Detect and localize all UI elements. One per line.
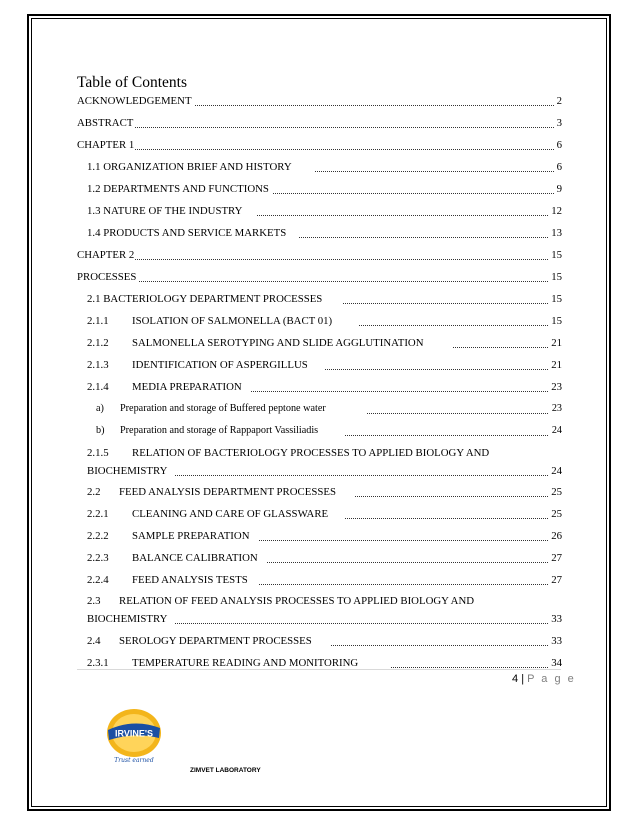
toc-entry-label: RELATION OF BACTERIOLOGY PROCESSES TO APPLIED BIOLOGY AND bbox=[132, 447, 490, 459]
toc-entry-page: 26 bbox=[550, 525, 562, 547]
toc-entry-label: RELATION OF FEED ANALYSIS PROCESSES TO APPLIED BIOLOGY AND bbox=[119, 595, 475, 607]
toc-entry-page: 6 bbox=[556, 156, 562, 178]
toc-entry-label: BALANCE CALIBRATION bbox=[132, 552, 258, 564]
toc-entry-number: 2.2 bbox=[87, 486, 101, 498]
toc-entry-number: 2.2.2 bbox=[87, 530, 109, 542]
irvines-logo bbox=[104, 706, 164, 766]
toc-entry-label: SEROLOGY DEPARTMENT PROCESSES bbox=[119, 635, 312, 647]
toc-entry-label: IDENTIFICATION OF ASPERGILLUS bbox=[132, 359, 308, 371]
toc-entry-2-3-cont[interactable] bbox=[77, 608, 562, 630]
toc-entry-2-1[interactable] bbox=[77, 288, 562, 310]
toc-entry-abstract[interactable] bbox=[77, 112, 562, 134]
toc-entry-number: 2.1.4 bbox=[87, 381, 109, 393]
toc-entry-page: 27 bbox=[550, 547, 562, 569]
toc-entry-label: PROCESSES bbox=[77, 271, 137, 283]
toc-entry-page: 6 bbox=[556, 134, 562, 156]
logo-text: IRVINE'S bbox=[115, 728, 153, 739]
toc-entry-2-2[interactable] bbox=[77, 481, 562, 503]
toc-entry-1-1[interactable] bbox=[77, 156, 562, 178]
toc-entry-label: BIOCHEMISTRY bbox=[87, 465, 168, 477]
toc-entry-label: ABSTRACT bbox=[77, 117, 134, 129]
page-separator: | bbox=[521, 673, 525, 685]
toc-entry-label: TEMPERATURE READING AND MONITORING bbox=[132, 657, 359, 669]
toc-entry-a[interactable] bbox=[77, 398, 562, 420]
page-number-label bbox=[512, 673, 576, 685]
toc-entry-acknowledgement[interactable] bbox=[77, 90, 562, 112]
toc-entry-page: 24 bbox=[550, 460, 562, 482]
toc-entry-label: 1.1 ORGANIZATION BRIEF AND HISTORY bbox=[87, 161, 292, 173]
toc-entry-2-1-5-cont[interactable] bbox=[77, 460, 562, 482]
toc-entry-page: 12 bbox=[550, 200, 562, 222]
toc-entry-number: 2.4 bbox=[87, 635, 101, 647]
toc-entry-2-1-2[interactable] bbox=[77, 332, 562, 354]
toc-entry-label: ISOLATION OF SALMONELLA (BACT 01) bbox=[132, 315, 333, 327]
toc-entry-page: 23 bbox=[550, 376, 562, 398]
toc-entry-number: 2.2.3 bbox=[87, 552, 109, 564]
toc-entry-number: 2.1.3 bbox=[87, 359, 109, 371]
toc-entry-page: 25 bbox=[550, 481, 562, 503]
toc-entry-page: 3 bbox=[556, 112, 562, 134]
toc-entry-2-3-1[interactable] bbox=[77, 652, 562, 674]
toc-entry-number: 2.2.4 bbox=[87, 574, 109, 586]
toc-entry-page: 15 bbox=[550, 310, 562, 332]
toc-entry-number: 2.3 bbox=[87, 595, 101, 607]
toc-title: Table of Contents bbox=[77, 74, 187, 91]
toc-entry-label: 1.3 NATURE OF THE INDUSTRY bbox=[87, 205, 243, 217]
toc-entry-1-4[interactable] bbox=[77, 222, 562, 244]
toc-entry-label: ACKNOWLEDGEMENT bbox=[77, 95, 192, 107]
toc-entry-2-2-2[interactable] bbox=[77, 525, 562, 547]
toc-entry-page: 25 bbox=[550, 503, 562, 525]
toc-entry-page: 21 bbox=[550, 354, 562, 376]
toc-entry-b[interactable] bbox=[77, 420, 562, 442]
toc-entry-page: 23 bbox=[551, 398, 562, 420]
lab-name: ZIMVET LABORATORY bbox=[190, 767, 261, 774]
toc-entry-label: CHAPTER 1 bbox=[77, 139, 135, 151]
toc-entry-number: 2.1.2 bbox=[87, 337, 109, 349]
toc-entry-label: BIOCHEMISTRY bbox=[87, 613, 168, 625]
toc-entry-page: 24 bbox=[551, 420, 562, 442]
toc-entry-label: Preparation and storage of Buffered peptone water bbox=[120, 403, 326, 414]
toc-entry-1-2[interactable] bbox=[77, 178, 562, 200]
toc-entry-page: 13 bbox=[550, 222, 562, 244]
toc-entry-label: 2.1 BACTERIOLOGY DEPARTMENT PROCESSES bbox=[87, 293, 323, 305]
toc-entry-label: SALMONELLA SEROTYPING AND SLIDE AGGLUTINATION bbox=[132, 337, 424, 349]
toc-entry-label: SAMPLE PREPARATION bbox=[132, 530, 250, 542]
toc-entry-label: FEED ANALYSIS TESTS bbox=[132, 574, 248, 586]
toc-entry-page: 15 bbox=[550, 266, 562, 288]
toc-entry-number: b) bbox=[96, 425, 105, 436]
toc-entry-page: 2 bbox=[556, 90, 562, 112]
toc-entry-2-2-4[interactable] bbox=[77, 569, 562, 591]
toc-entry-page: 27 bbox=[550, 569, 562, 591]
toc-entry-2-1-1[interactable] bbox=[77, 310, 562, 332]
toc-entry-chapter-2[interactable] bbox=[77, 244, 562, 266]
toc-entry-number: 2.1.5 bbox=[87, 447, 109, 459]
toc-entry-2-2-3[interactable] bbox=[77, 547, 562, 569]
toc-entry-processes[interactable] bbox=[77, 266, 562, 288]
toc-entry-page: 15 bbox=[550, 244, 562, 266]
toc-entry-page: 21 bbox=[550, 332, 562, 354]
toc-entry-label: CLEANING AND CARE OF GLASSWARE bbox=[132, 508, 329, 520]
toc-entry-label: MEDIA PREPARATION bbox=[132, 381, 242, 393]
toc-entry-number: a) bbox=[96, 403, 104, 414]
toc-entry-2-1-3[interactable] bbox=[77, 354, 562, 376]
toc-entry-number: 2.1.1 bbox=[87, 315, 109, 327]
toc-entry-page: 33 bbox=[550, 608, 562, 630]
toc-entry-page: 9 bbox=[556, 178, 562, 200]
logo-tagline: Trust earned bbox=[114, 757, 154, 764]
toc-entry-2-2-1[interactable] bbox=[77, 503, 562, 525]
toc-entry-2-1-4[interactable] bbox=[77, 376, 562, 398]
footer-divider bbox=[77, 669, 561, 670]
page-word: P a g e bbox=[527, 673, 576, 685]
toc-entry-number: 2.2.1 bbox=[87, 508, 109, 520]
toc-entry-label: 1.4 PRODUCTS AND SERVICE MARKETS bbox=[87, 227, 287, 239]
toc-entry-2-4[interactable] bbox=[77, 630, 562, 652]
toc-entry-page: 34 bbox=[550, 652, 562, 674]
toc-entry-chapter-1[interactable] bbox=[77, 134, 562, 156]
page-number: 4 bbox=[512, 673, 519, 685]
toc-entry-label: 1.2 DEPARTMENTS AND FUNCTIONS bbox=[87, 183, 269, 195]
toc-entry-page: 15 bbox=[550, 288, 562, 310]
toc-entry-label: FEED ANALYSIS DEPARTMENT PROCESSES bbox=[119, 486, 336, 498]
toc-entry-1-3[interactable] bbox=[77, 200, 562, 222]
toc-entry-label: Preparation and storage of Rappaport Vassiliadis bbox=[120, 425, 319, 436]
toc-entry-label: CHAPTER 2 bbox=[77, 249, 135, 261]
toc-entry-page: 33 bbox=[550, 630, 562, 652]
toc-entry-number: 2.3.1 bbox=[87, 657, 109, 669]
